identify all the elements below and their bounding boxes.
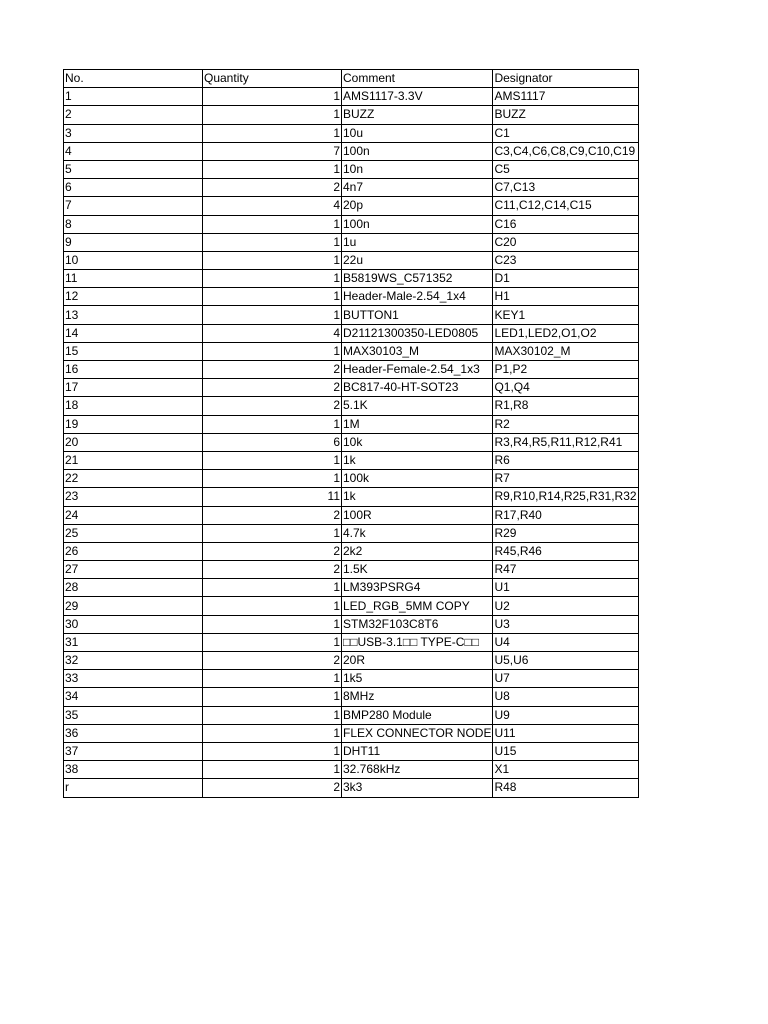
row-designator: U8 — [493, 688, 638, 706]
row-quantity: 2 — [203, 506, 342, 524]
row-no: 25 — [64, 524, 203, 542]
row-designator: R17,R40 — [493, 506, 638, 524]
row-no: 24 — [64, 506, 203, 524]
row-comment: 4.7k — [342, 524, 493, 542]
row-comment: LM393PSRG4 — [342, 579, 493, 597]
row-quantity: 1 — [203, 215, 342, 233]
row-quantity: 1 — [203, 270, 342, 288]
table-row — [64, 615, 639, 633]
row-designator: C16 — [493, 215, 638, 233]
table-row — [64, 706, 639, 724]
row-designator: U4 — [493, 633, 638, 651]
row-no: 16 — [64, 361, 203, 379]
table-row — [64, 379, 639, 397]
table-row — [64, 652, 639, 670]
row-quantity: 2 — [203, 379, 342, 397]
row-comment: 100n — [342, 142, 493, 160]
row-comment: 4n7 — [342, 179, 493, 197]
row-designator: R2 — [493, 415, 638, 433]
row-no: 19 — [64, 415, 203, 433]
row-quantity: 1 — [203, 88, 342, 106]
row-comment: BC817-40-HT-SOT23 — [342, 379, 493, 397]
table-row — [64, 488, 639, 506]
table-row — [64, 160, 639, 178]
row-no: 29 — [64, 597, 203, 615]
row-quantity: 1 — [203, 579, 342, 597]
row-no: 3 — [64, 124, 203, 142]
row-comment: BMP280 Module — [342, 706, 493, 724]
table-row — [64, 306, 639, 324]
row-designator: C20 — [493, 233, 638, 251]
row-no: 37 — [64, 742, 203, 760]
row-quantity: 2 — [203, 361, 342, 379]
row-no: 2 — [64, 106, 203, 124]
table-row — [64, 179, 639, 197]
row-comment: LED_RGB_5MM COPY — [342, 597, 493, 615]
table-row — [64, 342, 639, 360]
table-row — [64, 524, 639, 542]
row-designator: U11 — [493, 724, 638, 742]
header-quantity: Quantity — [203, 70, 342, 88]
row-no: 4 — [64, 142, 203, 160]
row-comment: FLEX CONNECTOR NODE — [342, 724, 493, 742]
row-quantity: 2 — [203, 179, 342, 197]
row-comment: 32.768kHz — [342, 761, 493, 779]
row-no: 14 — [64, 324, 203, 342]
row-comment: 1u — [342, 233, 493, 251]
row-comment: 10u — [342, 124, 493, 142]
row-designator: D1 — [493, 270, 638, 288]
row-quantity: 1 — [203, 724, 342, 742]
row-designator: U1 — [493, 579, 638, 597]
row-designator: R47 — [493, 561, 638, 579]
row-no: 28 — [64, 579, 203, 597]
table-row — [64, 397, 639, 415]
row-no: 30 — [64, 615, 203, 633]
row-no: 34 — [64, 688, 203, 706]
row-comment: 3k3 — [342, 779, 493, 797]
row-comment: AMS1117-3.3V — [342, 88, 493, 106]
table-row — [64, 142, 639, 160]
table-row — [64, 561, 639, 579]
table-row — [64, 88, 639, 106]
bom-table — [63, 69, 639, 798]
row-designator: C1 — [493, 124, 638, 142]
row-designator: R7 — [493, 470, 638, 488]
row-no: 13 — [64, 306, 203, 324]
row-quantity: 1 — [203, 451, 342, 469]
table-row — [64, 688, 639, 706]
row-designator: R6 — [493, 451, 638, 469]
row-designator: MAX30102_M — [493, 342, 638, 360]
row-quantity: 1 — [203, 670, 342, 688]
table-row — [64, 124, 639, 142]
table-row — [64, 251, 639, 269]
row-quantity: 1 — [203, 288, 342, 306]
row-comment: 10n — [342, 160, 493, 178]
row-no: 38 — [64, 761, 203, 779]
row-comment: 1k — [342, 488, 493, 506]
row-quantity: 1 — [203, 706, 342, 724]
row-comment: 20R — [342, 652, 493, 670]
row-comment: 1k5 — [342, 670, 493, 688]
row-designator: C11,C12,C14,C15 — [493, 197, 638, 215]
row-designator: U5,U6 — [493, 652, 638, 670]
table-row — [64, 670, 639, 688]
row-quantity: 4 — [203, 324, 342, 342]
row-quantity: 1 — [203, 233, 342, 251]
row-quantity: 11 — [203, 488, 342, 506]
row-quantity: 1 — [203, 306, 342, 324]
row-no: 22 — [64, 470, 203, 488]
row-no: 31 — [64, 633, 203, 651]
row-quantity: 1 — [203, 742, 342, 760]
table-row — [64, 724, 639, 742]
row-quantity: 4 — [203, 197, 342, 215]
table-row — [64, 506, 639, 524]
row-no: 33 — [64, 670, 203, 688]
table-row — [64, 233, 639, 251]
row-no: 7 — [64, 197, 203, 215]
table-row — [64, 633, 639, 651]
row-no: 9 — [64, 233, 203, 251]
row-quantity: 1 — [203, 124, 342, 142]
row-designator: X1 — [493, 761, 638, 779]
table-row — [64, 433, 639, 451]
row-designator: AMS1117 — [493, 88, 638, 106]
row-no: 23 — [64, 488, 203, 506]
row-comment: 100R — [342, 506, 493, 524]
row-no: 36 — [64, 724, 203, 742]
table-row — [64, 197, 639, 215]
row-designator: KEY1 — [493, 306, 638, 324]
row-no: 5 — [64, 160, 203, 178]
row-comment: B5819WS_C571352 — [342, 270, 493, 288]
header-comment: Comment — [342, 70, 493, 88]
table-row — [64, 288, 639, 306]
row-designator: R1,R8 — [493, 397, 638, 415]
row-designator: C23 — [493, 251, 638, 269]
row-comment: 1k — [342, 451, 493, 469]
row-comment: 20p — [342, 197, 493, 215]
row-designator: R45,R46 — [493, 542, 638, 560]
row-quantity: 2 — [203, 561, 342, 579]
row-designator: U9 — [493, 706, 638, 724]
table-row — [64, 215, 639, 233]
table-row — [64, 597, 639, 615]
row-designator: U15 — [493, 742, 638, 760]
row-comment: 100n — [342, 215, 493, 233]
row-designator: U7 — [493, 670, 638, 688]
row-designator: BUZZ — [493, 106, 638, 124]
row-designator: Q1,Q4 — [493, 379, 638, 397]
row-quantity: 2 — [203, 542, 342, 560]
row-quantity: 1 — [203, 615, 342, 633]
table-row — [64, 470, 639, 488]
row-comment: MAX30103_M — [342, 342, 493, 360]
row-no: 35 — [64, 706, 203, 724]
row-no: 32 — [64, 652, 203, 670]
table-row — [64, 324, 639, 342]
row-quantity: 7 — [203, 142, 342, 160]
row-designator: R29 — [493, 524, 638, 542]
row-designator: C3,C4,C6,C8,C9,C10,C19 — [493, 142, 638, 160]
row-no: 20 — [64, 433, 203, 451]
row-quantity: 1 — [203, 633, 342, 651]
row-quantity: 1 — [203, 688, 342, 706]
row-comment: Header-Male-2.54_1x4 — [342, 288, 493, 306]
table-row — [64, 779, 639, 797]
table-row — [64, 270, 639, 288]
row-designator: C5 — [493, 160, 638, 178]
row-comment: D21121300350-LED0805 — [342, 324, 493, 342]
row-no: 18 — [64, 397, 203, 415]
row-no: 27 — [64, 561, 203, 579]
row-no: 11 — [64, 270, 203, 288]
row-comment: DHT11 — [342, 742, 493, 760]
row-comment: STM32F103C8T6 — [342, 615, 493, 633]
header-no: No. — [64, 70, 203, 88]
row-comment: BUTTON1 — [342, 306, 493, 324]
row-designator: H1 — [493, 288, 638, 306]
row-designator: U2 — [493, 597, 638, 615]
row-designator: C7,C13 — [493, 179, 638, 197]
row-no: r — [64, 779, 203, 797]
row-comment: 22u — [342, 251, 493, 269]
row-no: 8 — [64, 215, 203, 233]
table-row — [64, 761, 639, 779]
row-designator: U3 — [493, 615, 638, 633]
row-quantity: 1 — [203, 160, 342, 178]
row-no: 6 — [64, 179, 203, 197]
row-no: 17 — [64, 379, 203, 397]
row-no: 26 — [64, 542, 203, 560]
row-no: 10 — [64, 251, 203, 269]
row-comment: 1.5K — [342, 561, 493, 579]
row-comment: 8MHz — [342, 688, 493, 706]
row-no: 15 — [64, 342, 203, 360]
row-designator: R3,R4,R5,R11,R12,R41 — [493, 433, 638, 451]
row-comment: 1M — [342, 415, 493, 433]
row-quantity: 1 — [203, 597, 342, 615]
row-designator: R48 — [493, 779, 638, 797]
row-quantity: 1 — [203, 251, 342, 269]
row-designator: R9,R10,R14,R25,R31,R32 — [493, 488, 638, 506]
row-no: 1 — [64, 88, 203, 106]
table-row — [64, 451, 639, 469]
header-row — [64, 70, 639, 88]
row-quantity: 1 — [203, 761, 342, 779]
row-quantity: 1 — [203, 106, 342, 124]
table-row — [64, 542, 639, 560]
row-comment: 10k — [342, 433, 493, 451]
table-row — [64, 579, 639, 597]
row-comment: BUZZ — [342, 106, 493, 124]
table-row — [64, 361, 639, 379]
row-quantity: 6 — [203, 433, 342, 451]
table-row — [64, 106, 639, 124]
table-row — [64, 415, 639, 433]
row-designator: LED1,LED2,O1,O2 — [493, 324, 638, 342]
row-comment: 2k2 — [342, 542, 493, 560]
row-no: 21 — [64, 451, 203, 469]
row-quantity: 2 — [203, 397, 342, 415]
row-quantity: 2 — [203, 652, 342, 670]
row-comment: 100k — [342, 470, 493, 488]
row-no: 12 — [64, 288, 203, 306]
row-quantity: 1 — [203, 342, 342, 360]
row-quantity: 1 — [203, 470, 342, 488]
row-quantity: 1 — [203, 415, 342, 433]
table-row — [64, 742, 639, 760]
header-designator: Designator — [493, 70, 638, 88]
row-comment: □□USB-3.1□□ TYPE-C□□ — [342, 633, 493, 651]
row-comment: Header-Female-2.54_1x3 — [342, 361, 493, 379]
row-quantity: 1 — [203, 524, 342, 542]
row-quantity: 2 — [203, 779, 342, 797]
row-comment: 5.1K — [342, 397, 493, 415]
row-designator: P1,P2 — [493, 361, 638, 379]
